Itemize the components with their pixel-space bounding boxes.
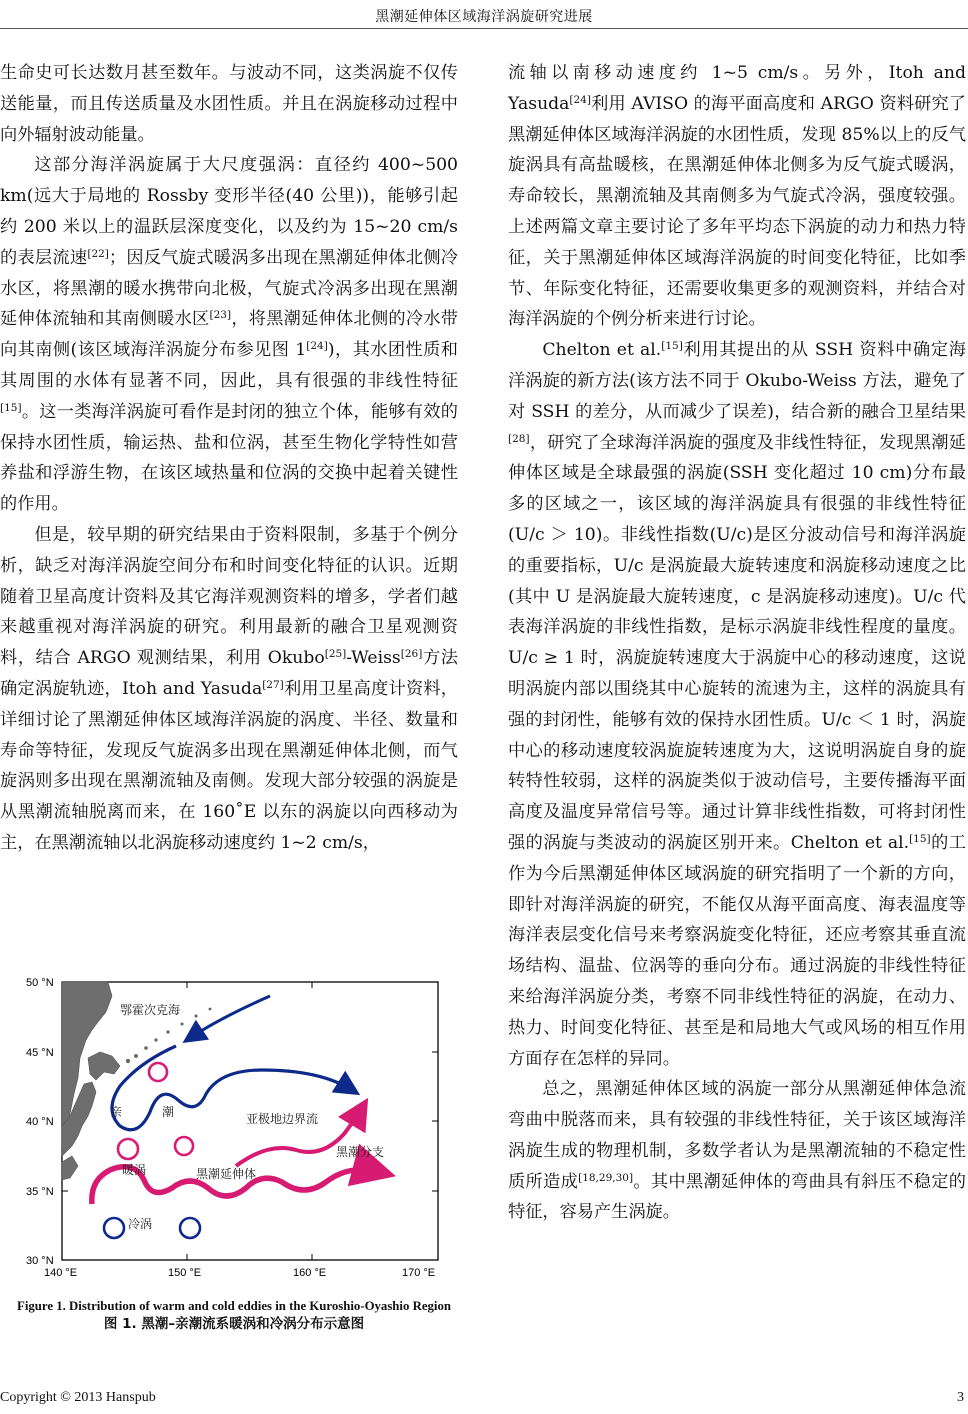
eddy-distribution-map xyxy=(0,966,468,1296)
lat-label: 50 °N xyxy=(26,977,54,989)
lon-label: 170 °E xyxy=(402,1267,436,1279)
lat-label: 45 °N xyxy=(26,1047,54,1059)
citation[interactable]: [24] xyxy=(569,93,591,106)
figure-caption xyxy=(0,1298,468,1332)
citation[interactable]: [26] xyxy=(400,648,423,661)
running-header: 黑潮延伸体区域海洋涡旋研究进展 xyxy=(375,9,593,25)
label-okhotsk: 鄂霍次克海 xyxy=(120,1003,181,1017)
paragraph: Chelton et al.[15]利用其提出的从 SSH 资料中确定海洋涡旋的新方法(该方法不同于 Okubo-Weiss 方法，避免了对 SSH 的差分，从而减少了误差)，结合新的融合卫星结果[28]，研究了全球海洋涡旋的强度及非线性特征，发现黑潮延伸体区域是全球最强的涡旋(SSH 变化超过 10 cm)分布最多的区域之一，该区域的海洋涡旋具有很强的非线性特征(U/c ＞ 10)。非线性指数(U/c)是区分波动信号和海洋涡旋的重要指标，U/c 是涡旋最大旋转速度和涡旋移动速度之比(其中 U 是涡旋最大旋转速度，c 是涡旋移动速度)。U/c 代表海洋涡旋的非线性指数，是标示涡旋非线性程度的量度。U/c ≥ 1 时，涡旋旋转速度大于涡旋中心的移动速度，这说明涡旋内部以围绕其中心旋转的流速为主，这样的涡旋具有强的封闭性，能够有效的保持水团性质。U/c ＜ 1 时，涡旋中心的移动速度较涡旋旋转速度为大，这说明涡旋自身的旋转特性较弱，这样的涡旋类似于波动信号，主要传播海平面高度及温度异常信号等。通过计算非线性指数，可将封闭性强的涡旋与类波动的涡旋区别开来。Chelton et al.[15]的工作为今后黑潮延伸体区域涡旋的研究指明了一个新的方向，即针对海洋涡旋的研究，不能仅从海平面高度、海表温度等海洋表层变化信号来考察涡旋变化特征，还应考察其垂直流场结构、温盐、位涡等的垂向分布。通过涡旋的非线性特征来给海洋涡旋分类，考察不同非线性特征的涡旋，在动力、热力、时间变化特征、甚至是和局地大气或风场的相互作用方面存在怎样的异同。 xyxy=(508,340,966,1069)
label-cold-eddy: 冷涡 xyxy=(128,1217,153,1231)
caption-english: Figure 1. Distribution of warm and cold eddies in the Kuroshio-Oyashio Region xyxy=(17,1299,451,1313)
label-oya: 亲 xyxy=(110,1105,123,1119)
label-warm-eddy: 暖涡 xyxy=(122,1163,147,1177)
paragraph: 流轴以南移动速度约 1~5 cm/s。另外，Itoh and Yasuda[24]利用 AVISO 的海平面高度和 ARGO 资料研究了黑潮延伸体区域海洋涡旋的水团性质，发现 85%以上的反气旋涡具有高盐暖核，在黑潮延伸体北侧多为反气旋式暖涡，寿命较长，黑潮流轴及其南侧多为气旋式冷涡，强度较强。上述两篇文章主要讨论了多年平均态下涡旋的动力和热力特征，关于黑潮延伸体区域海洋涡旋的时间变化特征，比如季节、年际变化特征，还需要收集更多的观测资料，并结合对海洋涡旋的个例分析来进行讨论。 xyxy=(508,63,966,330)
paragraph: 这部分海洋涡旋属于大尺度强涡：直径约 400~500 km(远大于局地的 Rossby 变形半径(40 公里))，能够引起约 200 米以上的温跃层深度变化，以及约为 15~20 cm/s 的表层流速[22]；因反气旋式暖涡多出现在黑潮延伸体北侧冷水区，将黑潮的暖水携带向北极，气旋式冷涡多出现在黑潮延伸体流轴和其南侧暖水区[23]，将黑潮延伸体北侧的冷水带向其南侧(该区域海洋涡旋分布参见图 1[24])，其水团性质和其周围的水体有显著不同，因此，具有很强的非线性特征[15]。这一类海洋涡旋可看作是封闭的独立个体，能够有效的保持水团性质，输运热、盐和位涡，甚至生物化学特性如营养盐和浮游生物，在该区域热量和位涡的交换中起着关键性的作用。 xyxy=(0,155,458,515)
paragraph: 但是，较早期的研究结果由于资料限制，多基于个例分析，缺乏对海洋涡旋空间分布和时间变化特征的认识。近期随着卫星高度计资料及其它海洋观测资料的增多，学者们越来越重视对海洋涡旋的研究。利用最新的融合卫星观测资料，结合 ARGO 观测结果，利用 Okubo[25]-Weiss[26]方法确定涡旋轨迹，Itoh and Yasuda[27]利用卫星高度计资料，详细讨论了黑潮延伸体区域海洋涡旋的涡度、半径、数量和寿命等特征，发现反气旋涡多出现在黑潮延伸体北侧，而气旋涡则多出现在黑潮流轴及南侧。发现大部分较强的涡旋是从黑潮流轴脱离而来，在 160˚E 以东的涡旋以向西移动为主，在黑潮流轴以北涡旋移动速度约 1~2 cm/s， xyxy=(0,524,458,853)
citation[interactable]: [15] xyxy=(0,401,22,414)
citation[interactable]: [28] xyxy=(508,432,530,445)
citation[interactable]: [24] xyxy=(306,340,328,353)
lon-label: 160 °E xyxy=(293,1267,327,1279)
citation[interactable]: [15] xyxy=(661,340,683,353)
label-bifurcation: 黑潮分支 xyxy=(336,1145,385,1159)
left-column xyxy=(0,58,458,859)
header-rule xyxy=(0,28,968,29)
lat-label: 30 °N xyxy=(26,1255,54,1267)
label-subarctic-current: 亚极地边界流 xyxy=(246,1112,319,1126)
citation[interactable]: [18,29,30] xyxy=(578,1171,634,1184)
lon-label: 150 °E xyxy=(168,1267,202,1279)
lat-label: 35 °N xyxy=(26,1186,54,1198)
paragraph: 生命史可长达数月甚至数年。与波动不同，这类涡旋不仅传送能量，而且传送质量及水团性质。并且在涡旋移动过程中向外辐射波动能量。 xyxy=(0,63,458,145)
lat-label: 40 °N xyxy=(26,1116,54,1128)
figure-1 xyxy=(0,966,468,1300)
citation[interactable]: [22] xyxy=(87,247,109,260)
lon-label: 140 °E xyxy=(44,1267,78,1279)
paragraph: 总之，黑潮延伸体区域的涡旋一部分从黑潮延伸体急流弯曲中脱落而来，具有较强的非线性特征，关于该区域海洋涡旋生成的物理机制，多数学者认为是黑潮流轴的不稳定性质所造成[18,29,30]。其中黑潮延伸体的弯曲具有斜压不稳定的特征，容易产生涡旋。 xyxy=(508,1079,966,1223)
copyright-notice: Copyright © 2013 Hanspub xyxy=(0,1390,156,1405)
citation[interactable]: [25] xyxy=(324,648,347,661)
caption-chinese: 图 1. 黑潮–亲潮流系暖涡和冷涡分布示意图 xyxy=(103,1316,365,1332)
page-number: 3 xyxy=(957,1390,964,1405)
right-column xyxy=(508,58,966,1228)
label-kuroshio-extension: 黑潮延伸体 xyxy=(196,1167,257,1181)
label-shio: 潮 xyxy=(162,1105,175,1119)
citation[interactable]: [23] xyxy=(209,309,232,322)
citation[interactable]: [15] xyxy=(909,832,931,845)
citation[interactable]: [27] xyxy=(262,678,284,691)
